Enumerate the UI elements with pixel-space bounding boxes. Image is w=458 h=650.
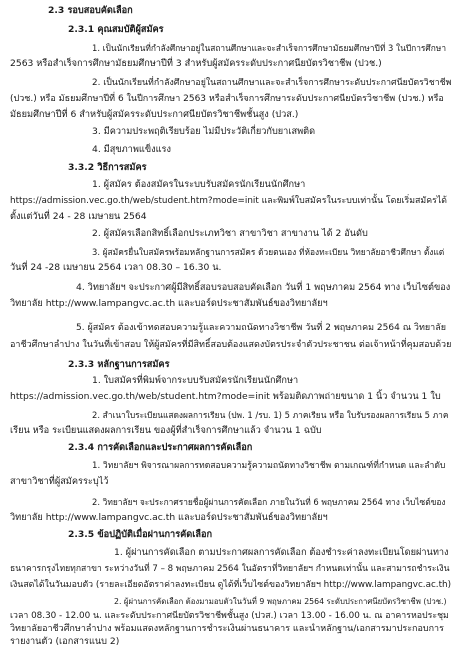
method-2: 2. ผู้สมัครเลือกสิทธิ์เลือกประเภทวิชา สาขาวิชา สาขางาน ได้ 2 อันดับ xyxy=(92,228,368,239)
method-4-line-1: 4. วิทยาลัยฯ จะประกาศผู้มีสิทธิ์สอบรอบสอบคัดเลือก วันที่ 1 พฤษภาคม 2564 ทาง เว็บไซต์ของ xyxy=(76,282,451,293)
post-selection-2-line-1: 2. ผู้ผ่านการคัดเลือก ต้องมามอบตัวในวันที่ 9 พฤษภาคม 2564 ระดับประกาศนียบัตรวิชาชีพ (ปวช.) xyxy=(114,597,447,606)
selection-2-line-1: 2. วิทยาลัยฯ จะประกาศรายชื่อผู้ผ่านการคัดเลือก ภายในวันที่ 6 พฤษภาคม 2564 ทาง เว็บไซต์ของ xyxy=(92,497,446,507)
section-heading: 2.3 รอบสอบคัดเลือก xyxy=(48,5,133,16)
qualification-2-line-1: 2. เป็นนักเรียนที่กำลังศึกษาอยู่ในสถานศึกษาและจะสำเร็จการศึกษาระดับประกาศนียบัตรวิชาชีพ xyxy=(92,78,452,88)
subsection-heading-application-method: 3.3.2 วิธีการสมัคร xyxy=(68,162,147,173)
evidence-2-line-1: 2. สำเนาใบระเบียนแสดงผลการเรียน (ปพ. 1 /รบ. 1) 5 ภาคเรียน หรือ ใบรับรองผลการเรียน 5 ภาค xyxy=(92,410,449,420)
method-5-line-2: อาชีวศึกษาลำปาง ในวันที่เข้าสอบ ให้ผู้สมัครที่มีสิทธิ์สอบต้องแสดงบัตรประจำตัวประชาชน ต่อเจ้าหน้าที่คุมสอบด้วย xyxy=(10,340,452,350)
method-5-line-1: 5. ผู้สมัคร ต้องเข้าทดสอบความรู้และความถนัดทางวิชาชีพ วันที่ 2 พฤษภาคม 2564 ณ วิทยาลัย xyxy=(76,323,447,333)
selection-1-line-1: 1. วิทยาลัยฯ พิจารณาผลการทดสอบความรู้ความถนัดทางวิชาชีพ ตามเกณฑ์ที่กำหนด และลำดับ xyxy=(92,461,446,471)
qualification-3: 3. มีความประพฤติเรียบร้อย ไม่มีประวัติเกี่ยวกับยาเสพติด xyxy=(92,126,316,137)
method-1-line-2: https://admission.vec.go.th/web/student.htm?mode=init และพิมพ์ใบสมัครในระบบเท่านั้น โดยเริ่มสมัครได้ xyxy=(10,196,447,206)
selection-1-line-2: สาขาวิชาที่ผู้สมัครระบุไว้ xyxy=(10,476,109,487)
method-4-line-2: วิทยาลัย http://www.lampangvc.ac.th และบอร์ดประชาสัมพันธ์ของวิทยาลัยฯ xyxy=(10,298,328,309)
subsection-heading-post-selection: 2.3.5 ข้อปฏิบัติเมื่อผ่านการคัดเลือก xyxy=(68,529,213,540)
post-selection-2-line-4: รายงานตัว (เอกสารแนบ 2) xyxy=(10,636,120,647)
post-selection-2-line-2: เวลา 08.30 - 12.00 น. และระดับประกาศนียบัตรวิชาชีพชั้นสูง (ปวส.) เวลา 13.00 - 16.00 น. ณ อาคารหอประชุม xyxy=(10,611,449,621)
method-1-line-3: ตั้งแต่วันที่ 24 - 28 เมษายน 2564 xyxy=(10,211,147,222)
qualification-1-line-1: 1. เป็นนักเรียนที่กำลังศึกษาอยู่ในสถานศึกษาและจะสำเร็จการศึกษามัธยมศึกษาปีที่ 3 ในปีการศึกษา xyxy=(92,43,447,53)
subsection-heading-evidence: 2.3.3 หลักฐานการสมัคร xyxy=(68,359,170,370)
selection-2-line-2: วิทยาลัย http://www.lampangvc.ac.th และบอร์ดประชาสัมพันธ์ของวิทยาลัยฯ xyxy=(10,512,328,523)
evidence-1-line-1: 1. ใบสมัครที่พิมพ์จากระบบรับสมัครนักเรียนนักศึกษา xyxy=(92,375,299,386)
subsection-heading-selection: 2.3.4 การคัดเลือกและประกาศผลการคัดเลือก xyxy=(68,442,253,453)
post-selection-2-line-3: วิทยาลัยอาชีวศึกษาลำปาง พร้อมแสดงหลักฐานการชำระเงินผ่านธนาคาร และนำหลักฐาน/เอกสารมาประกอบการ xyxy=(10,624,444,634)
qualification-2-line-3: มัธยมศึกษาปีที่ 6 สำหรับผู้สมัครระดับประกาศนียบัตรวิชาชีพชั้นสูง (ปวส.) xyxy=(10,109,299,120)
post-selection-1-line-1: 1. ผู้ผ่านการคัดเลือก ตามประกาศผลการคัดเลือก ต้องชำระค่าลงทะเบียนโดยผ่านทาง xyxy=(114,547,449,558)
post-selection-1-line-3: เงินสดได้ในวันมอบตัว (รายละเอียดอัตราค่าลงทะเบียน ดูได้ที่เว็บไซต์ของวิทยาลัยฯ http://www.lampangvc.ac.th) xyxy=(10,580,452,590)
qualification-1-line-2: 2563 หรือสำเร็จการศึกษามัธยมศึกษาปีที่ 3 สำหรับผู้สมัครระดับประกาศนียบัตรวิชาชีพ (ปวช.) xyxy=(10,58,382,69)
method-3-line-2: วันที่ 24 -28 เมษายน 2564 เวลา 08.30 – 16.30 น. xyxy=(10,262,222,273)
subsection-heading-qualifications: 2.3.1 คุณสมบัติผู้สมัคร xyxy=(68,24,164,35)
qualification-4: 4. มีสุขภาพแข็งแรง xyxy=(92,144,171,155)
qualification-2-line-2: (ปวช.) หรือ มัธยมศึกษาปีที่ 6 ในปีการศึกษา 2563 หรือสำเร็จการศึกษาระดับประกาศนียบัตรวิชาชีพ (ปวช.) หรือ xyxy=(10,94,444,104)
post-selection-1-line-2: ธนาคารกรุงไทยทุกสาขา ระหว่างวันที่ 7 – 8 พฤษภาคม 2564 ในอัตราที่วิทยาลัยฯ กำหนดเท่านั้น และสามารถชำระเงิน xyxy=(10,564,450,574)
method-1-line-1: 1. ผู้สมัคร ต้องสมัครในระบบรับสมัครนักเรียนนักศึกษา xyxy=(92,179,306,190)
evidence-1-line-2: https://admission.vec.go.th/web/student.htm?mode=init พร้อมติดภาพถ่ายขนาด 1 นิ้ว จำนวน 1 ใบ xyxy=(10,391,441,402)
method-3-line-1: 3. ผู้สมัครยื่นใบสมัครพร้อมหลักฐานการสมัคร ด้วยตนเอง ที่ห้องทะเบียน วิทยาลัยอาชีวศึกษา ตั้งแต่ xyxy=(92,247,445,257)
evidence-2-line-2: เรียน หรือ ระเบียนแสดงผลการเรียน ของผู้ที่สำเร็จการศึกษาแล้ว จำนวน 1 ฉบับ xyxy=(10,425,322,436)
